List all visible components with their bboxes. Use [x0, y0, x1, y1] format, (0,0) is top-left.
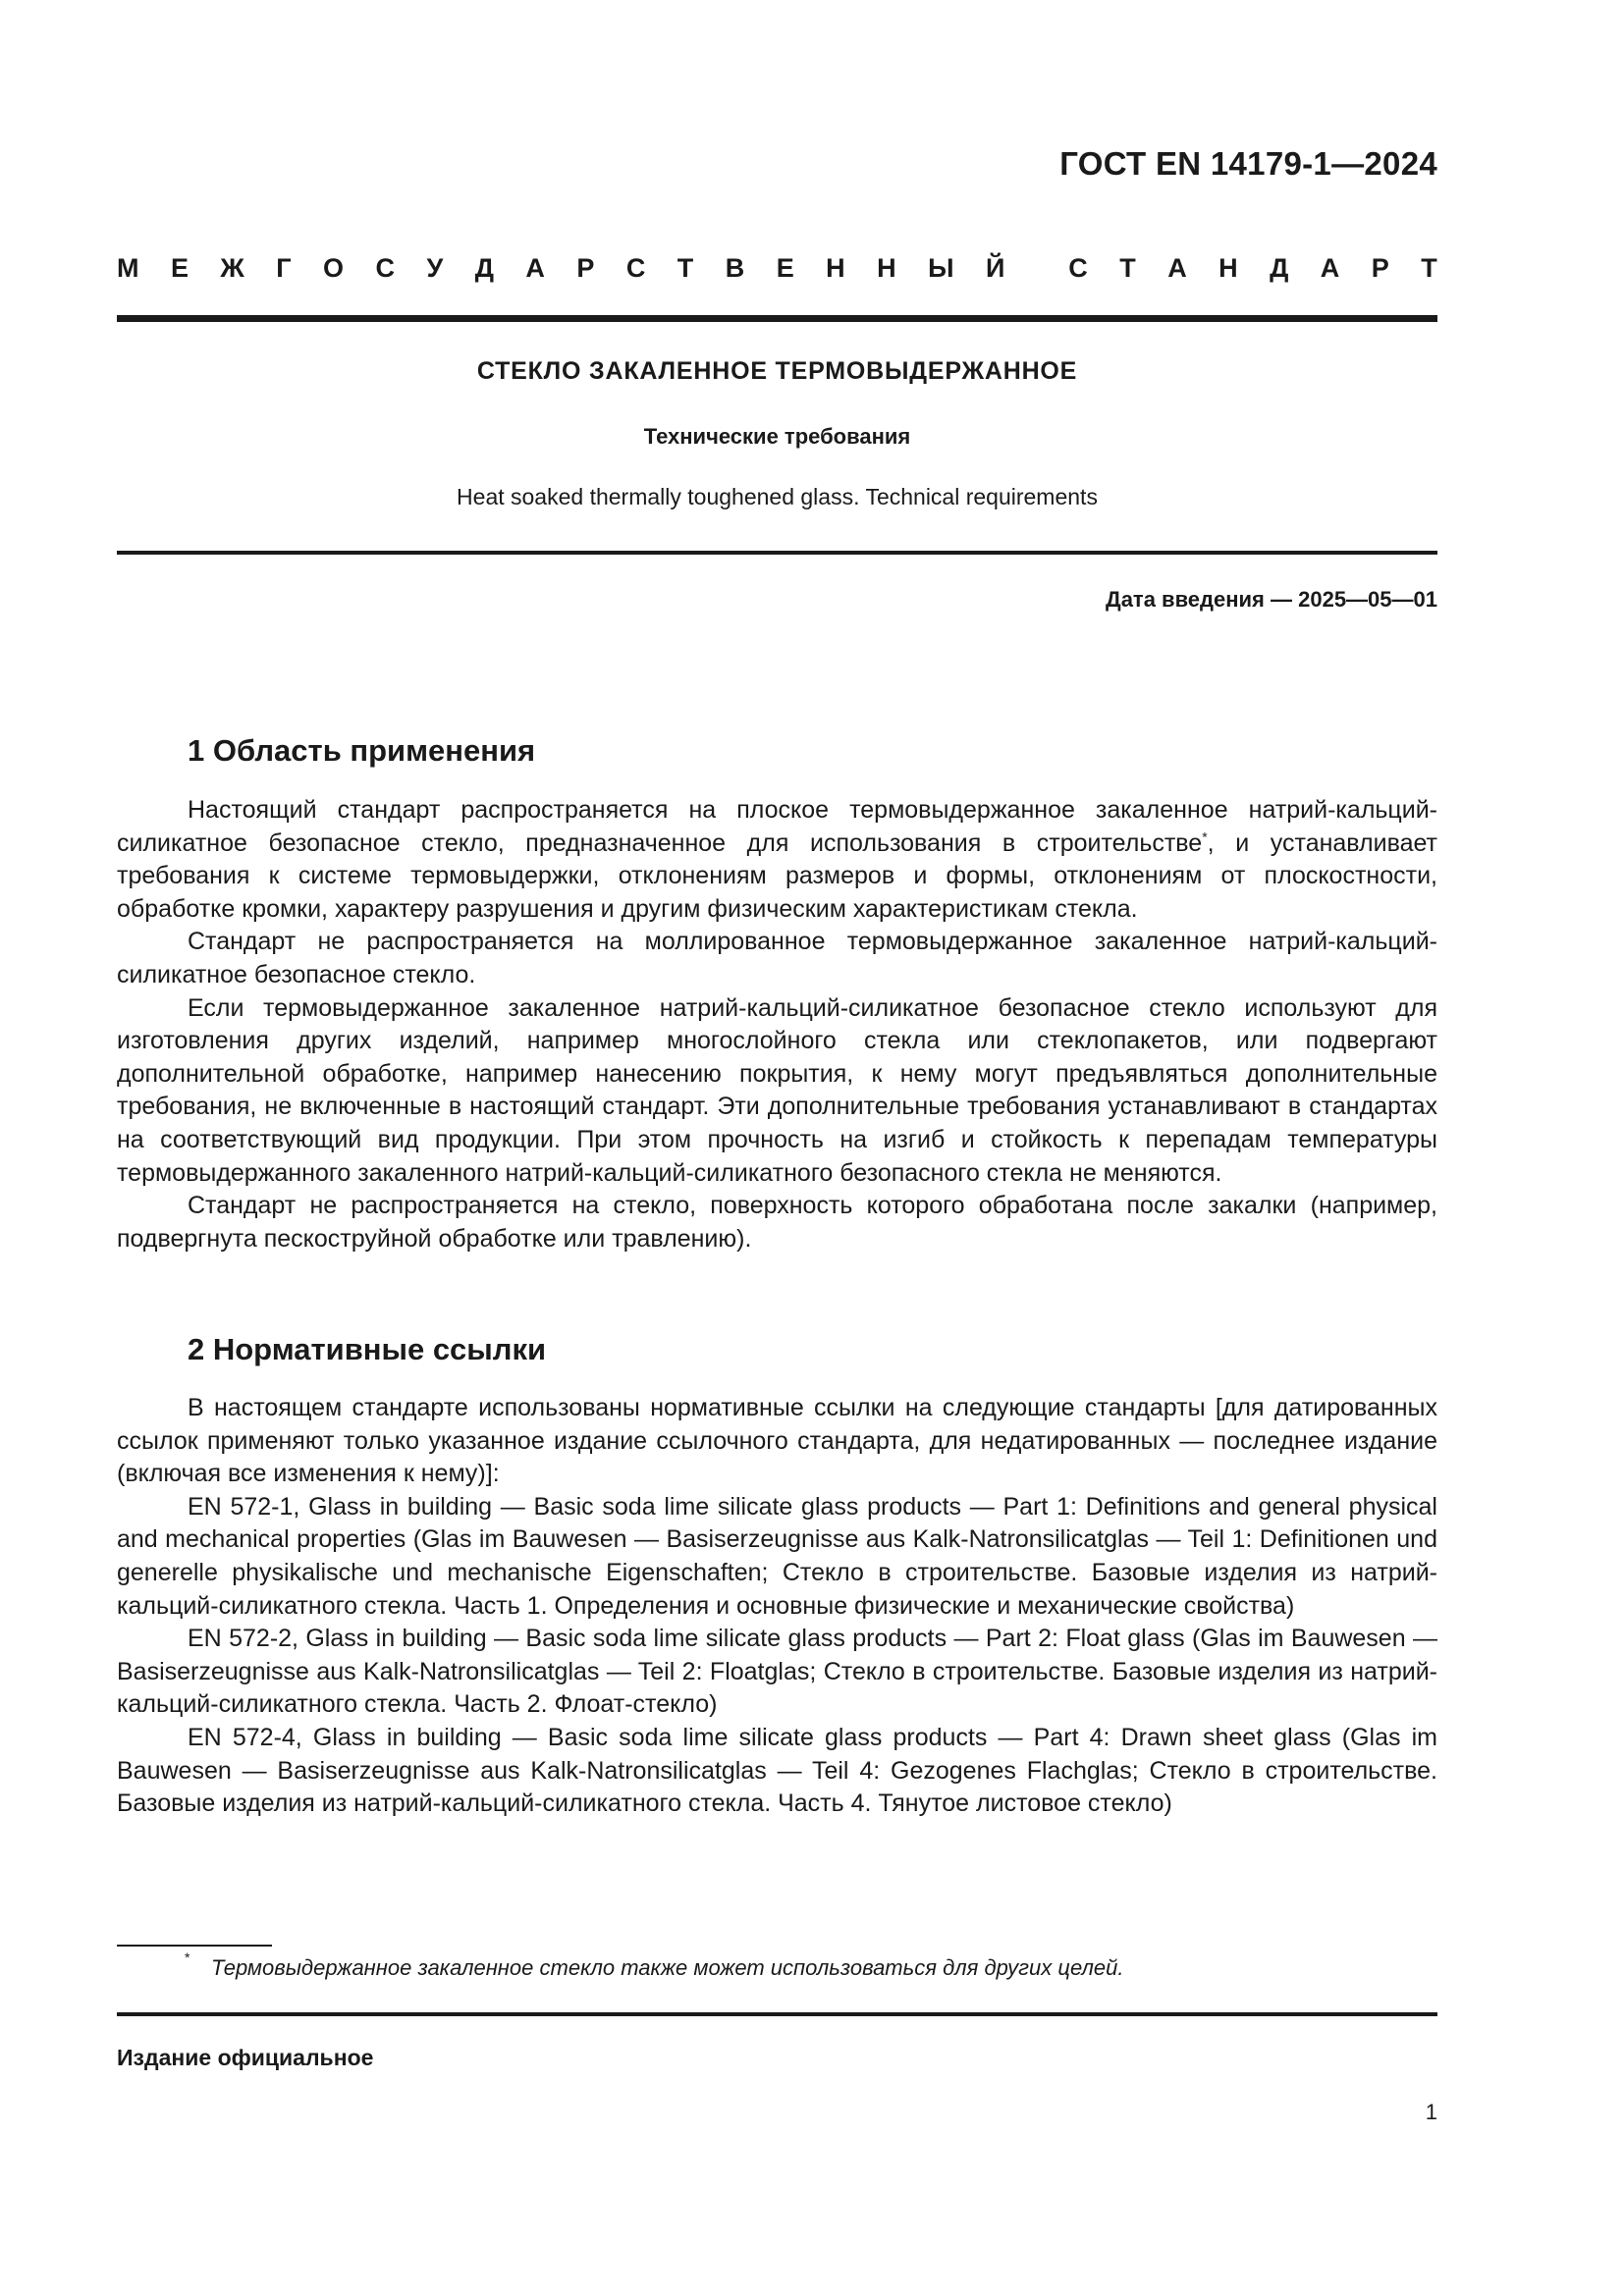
introduction-date: Дата введения — 2025—05—01 — [1106, 587, 1437, 612]
gost-code: ГОСТ EN 14179-1—2024 — [1059, 145, 1437, 182]
interstate-letter: Т — [1421, 253, 1437, 283]
section-1-body — [117, 794, 1437, 1255]
normative-reference: EN 572-2, Glass in building — Basic soda lime silicate glass products — Part 2: Float glass (Glas im Bauwesen — Basiserzeugnisse aus Kalk-Natronsilicatglas — Teil 2: Floatglas; Стекло в строительстве. Базовые изделия из натрий-кальций-силикатного стекла. Часть 2. Флоат-стекло) — [117, 1625, 1437, 1719]
paragraph-text: Настоящий стандарт распространяется на плоское термовыдержанное закаленное натрий-кальций-силикатное безопасное стекло, предназначенное для использования в строительстве — [117, 796, 1437, 857]
interstate-letter: Т — [1119, 253, 1136, 283]
section-1-paragraph: Стандарт не распространяется на стекло, поверхность которого обработана после закалки (например, подвергнута пескоструйной обработке или травлению). — [117, 1192, 1437, 1253]
interstate-letter: Д — [474, 253, 494, 283]
normative-reference: EN 572-1, Glass in building — Basic soda lime silicate glass products — Part 1: Definitions and general physical and mechanical properties (Glas im Bauwesen — Basiserzeugnisse aus Kalk-Natronsilicatglas — Teil 1: Definitionen und generelle physikalische und mechanische Eigenschaften; Стекло в строительстве. Базовые изделия из натрий-кальций-силикатного стекла. Часть 1. Определения и основные физические и механические свойства) — [117, 1492, 1437, 1620]
document-title: СТЕКЛО ЗАКАЛЕННОЕ ТЕРМОВЫДЕРЖАННОЕ — [476, 357, 1078, 385]
interstate-letter: О — [323, 253, 345, 283]
interstate-letter: Н — [1218, 253, 1238, 283]
footnote-text: Термовыдержанное закаленное стекло также может использоваться для других целей. — [211, 1955, 1124, 1980]
interstate-standard-label — [117, 253, 1437, 284]
interstate-letter: У — [426, 253, 444, 283]
section-1-paragraph — [117, 794, 1437, 926]
interstate-letter: С — [625, 253, 646, 283]
interstate-letter: Е — [776, 253, 794, 283]
section-2-body — [117, 1392, 1437, 1821]
edition-label: Издание официальное — [117, 2045, 374, 2070]
footnote-divider — [117, 1945, 272, 1947]
interstate-letter: Г — [276, 253, 292, 283]
section-2-paragraph: В настоящем стандарте использованы нормативные ссылки на следующие стандарты [для датированных ссылок применяют только указанное издание ссылочного стандарта, для недатированных — последнее издание (включая все изменения к нему)]: — [117, 1394, 1437, 1488]
document-title-english: Heat soaked thermally toughened glass. Technical requirements — [457, 484, 1098, 509]
interstate-letter: Ы — [928, 253, 954, 283]
interstate-letter: А — [525, 253, 545, 283]
normative-reference: EN 572-4, Glass in building — Basic soda lime silicate glass products — Part 4: Drawn sheet glass (Glas im Bauwesen — Basiserzeugnisse aus Kalk-Natronsilicatglas — Teil 4: Gezogenes Flachglas; Стекло в строительстве. Базовые изделия из натрий-кальций-силикатного стекла. Часть 4. Тянутое листовое стекло) — [117, 1723, 1437, 1818]
interstate-letter: С — [375, 253, 396, 283]
paragraph-text: , и устанавливает требования к системе термовыдержки, отклонениям размеров и формы, отклонениям от плоскостности, обработке кромки, характеру разрушения и другим физическим характеристикам стекла. — [117, 828, 1437, 923]
footnote — [185, 1949, 1124, 1981]
interstate-letter: Д — [1270, 253, 1289, 283]
interstate-letter: Ж — [220, 253, 244, 283]
interstate-letter: А — [1167, 253, 1187, 283]
interstate-letter: Н — [877, 253, 896, 283]
interstate-letter: В — [725, 253, 745, 283]
section-1-paragraph: Если термовыдержанное закаленное натрий-кальций-силикатное безопасное стекло используют для изготовления других изделий, например многослойного стекла или стеклопакетов, или подвергают дополнительной обработке, например нанесению покрытия, к нему могут предъявляться дополнительные требования, не включенные в настоящий стандарт. Эти дополнительные требования устанавливают в стандартах на соответствующий вид продукции. При этом прочность на изгиб и стойкость к перепадам температуры термовыдержанного закаленного натрий-кальций-силикатного безопасного стекла не меняются. — [117, 993, 1437, 1187]
document-subtitle: Технические требования — [643, 424, 911, 449]
interstate-letter: Н — [826, 253, 845, 283]
interstate-letter: Т — [677, 253, 694, 283]
header-divider — [117, 315, 1437, 322]
interstate-letter: А — [1320, 253, 1340, 283]
interstate-letter: Е — [170, 253, 189, 283]
interstate-letter: Р — [576, 253, 595, 283]
section-1-paragraph: Стандарт не распространяется на моллированное термовыдержанное закаленное натрий-кальций-силикатное безопасное стекло. — [117, 928, 1437, 988]
interstate-letter: Й — [985, 253, 1005, 283]
footer-divider — [117, 2012, 1437, 2016]
footnote-mark: * — [185, 1949, 190, 1965]
title-divider — [117, 551, 1437, 555]
page-number: 1 — [1425, 2100, 1437, 2124]
interstate-letter: М — [117, 253, 139, 283]
section-1-heading: 1 Область применения — [188, 733, 536, 768]
interstate-letter: С — [1068, 253, 1088, 283]
footnote-reference: * — [1202, 828, 1208, 845]
interstate-letter: Р — [1371, 253, 1389, 283]
section-2-heading: 2 Нормативные ссылки — [188, 1332, 547, 1366]
